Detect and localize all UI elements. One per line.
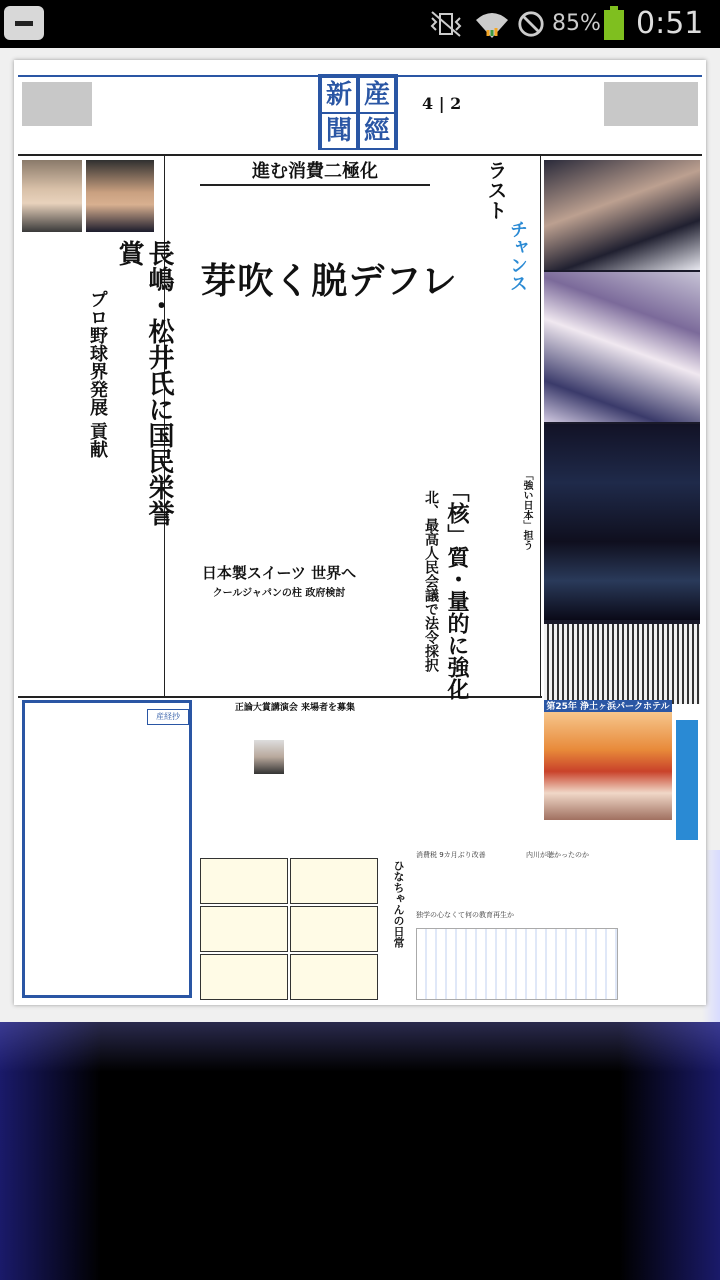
sankeisho-column	[22, 700, 192, 998]
bottom-ad: 消費税 9カ月ぶり改善	[416, 851, 486, 859]
sweets-subhead: クールジャパンの柱 政府検討	[212, 588, 346, 599]
honor-body-lower	[84, 530, 160, 690]
manga-panel	[200, 954, 288, 1000]
seiron-headline: 正論大賞講演会 来場者を募集	[234, 703, 356, 713]
overscroll-glow	[0, 1022, 720, 1280]
weather-grid	[416, 928, 618, 1000]
last-chance-title2: チャンス	[507, 220, 528, 292]
bottom-ad: 独学の心なくて何の教育再生か	[416, 911, 514, 919]
manga-strip	[200, 858, 380, 998]
ar-band	[676, 720, 698, 840]
north-korea-headline: 北、最高人民会議で法令採択	[423, 490, 439, 672]
column-body	[29, 727, 185, 991]
nuclear-body	[386, 480, 418, 690]
seiron-body	[200, 716, 390, 852]
honor-body	[22, 240, 82, 690]
last-chance-box	[482, 160, 542, 310]
battery-icon	[604, 10, 624, 40]
honor-headline: 長嶋・松井氏に国民栄誉賞	[114, 240, 174, 526]
photo-group	[544, 160, 700, 270]
kicker: 進む消費二極化	[200, 160, 430, 186]
nuclear-headline: 「核」質・量的に強化	[444, 480, 470, 700]
manga-panel	[200, 858, 288, 904]
ad-block-left	[22, 82, 92, 126]
ad-block-right	[604, 82, 698, 126]
masthead-char: 聞	[322, 114, 356, 148]
photo-ceremony	[544, 624, 700, 704]
column-tag: 産経抄	[147, 709, 189, 725]
divider	[18, 154, 702, 156]
date-box	[410, 84, 500, 144]
newspaper-page[interactable]	[14, 60, 706, 1005]
manga-panel	[200, 906, 288, 952]
photo-column	[544, 160, 700, 630]
last-chance-title: ラスト	[484, 160, 508, 220]
manga-panel	[290, 954, 378, 1000]
vibrate-off-icon	[428, 10, 464, 38]
masthead-char: 經	[360, 114, 394, 148]
main-headline: 芽吹く脱デフレ	[200, 260, 458, 302]
feature-body-top	[170, 188, 470, 252]
strong-japan-body	[482, 310, 518, 690]
photo-matsui	[86, 160, 154, 232]
manga-title: ひなちゃんの日常	[392, 860, 405, 948]
battery-percent: 85%	[552, 11, 601, 36]
feature-body	[170, 310, 470, 480]
photo-stage	[544, 712, 672, 820]
photo-nagashima	[22, 160, 82, 232]
photo-collage	[544, 272, 700, 422]
masthead-char: 産	[360, 78, 394, 112]
photo-hall	[544, 424, 700, 620]
manga-panel	[290, 858, 378, 904]
clock: 0:51	[636, 6, 704, 41]
bottom-ad: 内川が聴かったのか	[526, 851, 589, 859]
sweets-body	[176, 606, 382, 690]
status-bar	[0, 0, 720, 48]
do-not-disturb-icon	[516, 10, 546, 38]
strong-japan-headline: 「強い日本」担う	[521, 470, 532, 550]
issue-date: 4 | 2	[422, 94, 462, 113]
honor-subhead: プロ野球界発展 貢献	[87, 290, 108, 459]
wifi-icon	[474, 10, 510, 38]
sweets-headline: 日本製スイーツ 世界へ	[201, 564, 357, 582]
top-essay	[98, 80, 306, 132]
feature-body-mid	[244, 480, 382, 556]
manga-panel	[290, 906, 378, 952]
masthead-char: 新	[322, 78, 356, 112]
back-icon[interactable]	[4, 6, 44, 40]
stage-banner: 第25年 浄土ヶ浜パークホテル	[544, 700, 672, 714]
masthead	[318, 74, 398, 150]
